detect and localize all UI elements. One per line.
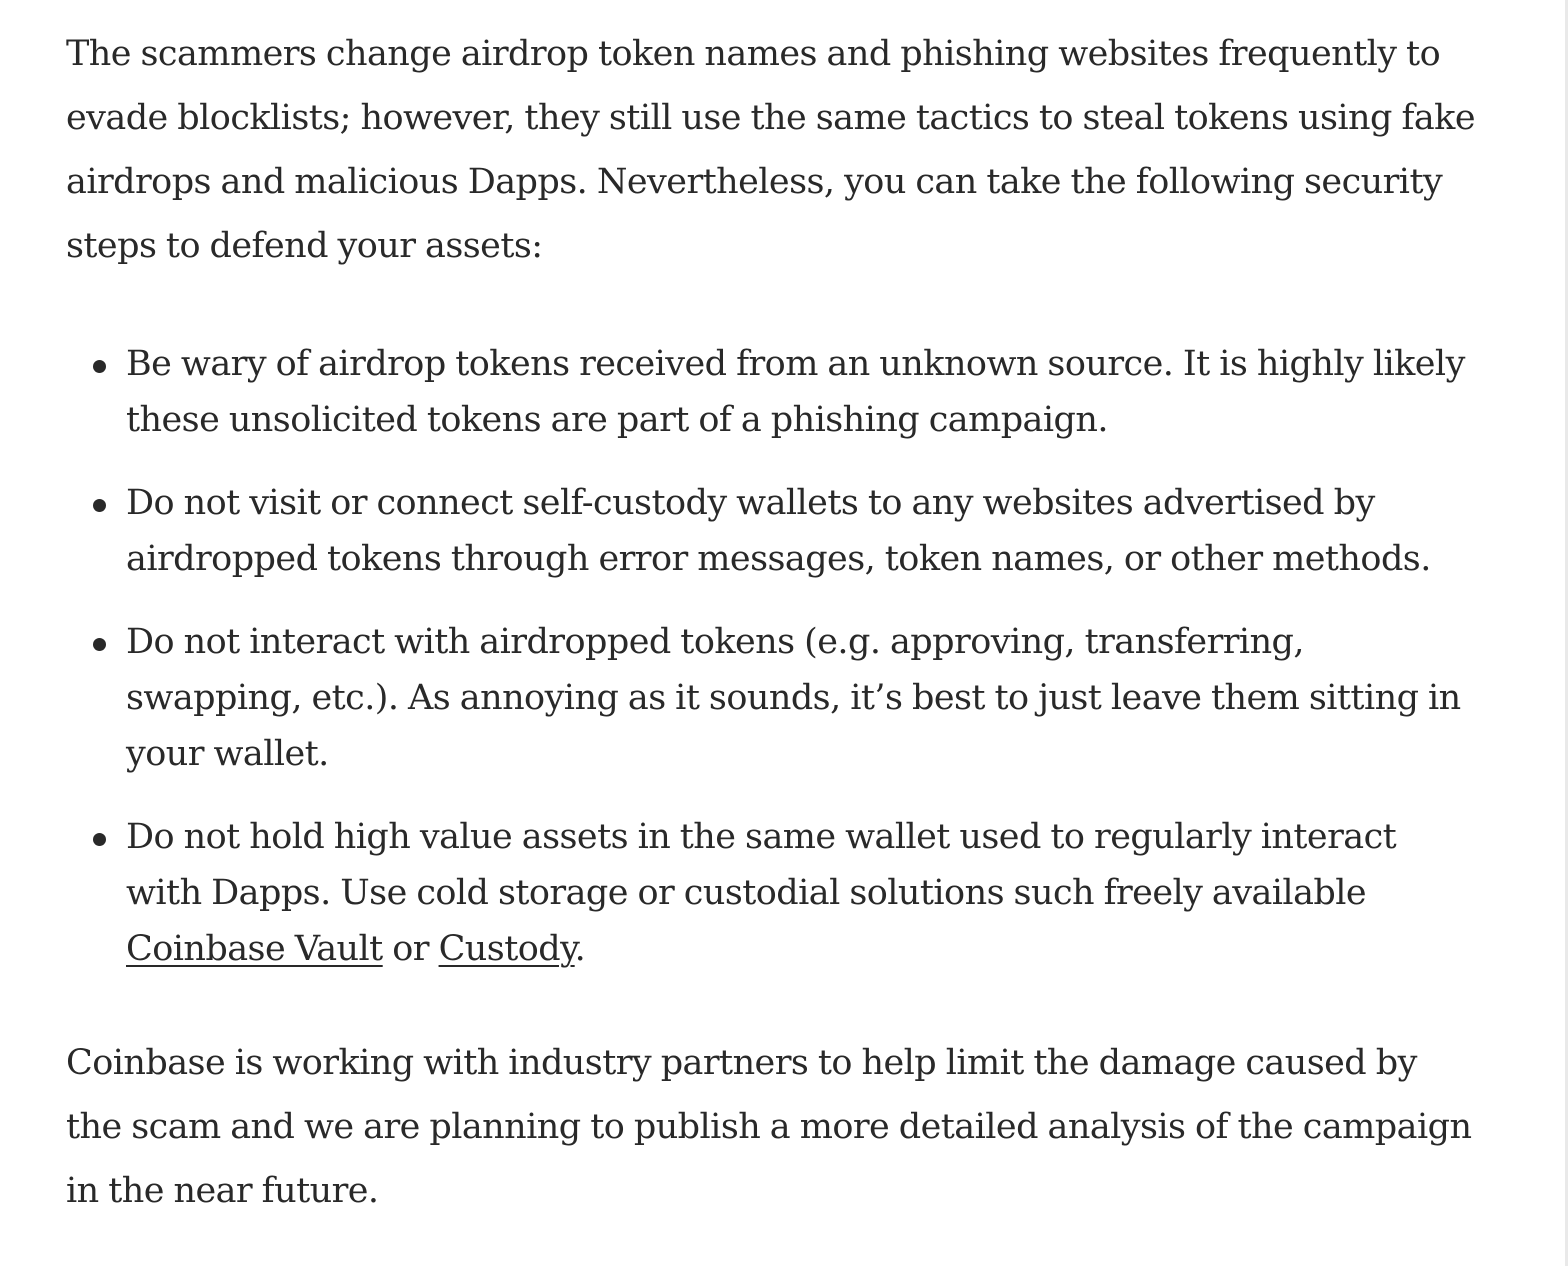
tip-text: Be wary of airdrop tokens received from an unknown source. It is highly likely these unsolicited tokens are part of a phishing campaign. [126,344,1465,440]
security-tips-list [66,336,1476,977]
list-item [66,614,1476,782]
list-item [66,475,1476,587]
list-item [66,809,1476,977]
bullet-icon [93,499,106,512]
article-body [66,22,1476,1223]
custody-link[interactable]: Custody [438,929,575,969]
closing-paragraph: Coinbase is working with industry partners to help limit the damage caused by the scam and we are planning to publish a more detailed analysis of the campaign in the near future. [66,1043,1472,1211]
coinbase-vault-link[interactable]: Coinbase Vault [126,929,383,969]
bullet-icon [93,638,106,651]
tip-text: Do not hold high value assets in the same wallet used to regularly interact with Dapps. Use cold storage or custodial solutions such freely available [126,817,1397,913]
tip-end: . [574,929,586,969]
tip-text: Do not interact with airdropped tokens (e.g. approving, transferring, swapping, etc.). As annoying as it sounds, it’s best to just leave them sitting in your wallet. [126,622,1461,774]
list-item [66,336,1476,448]
tip-connector: or [382,929,439,969]
tip-text: Do not visit or connect self-custody wallets to any websites advertised by airdropped tokens through error messages, token names, or other methods. [126,483,1431,579]
intro-paragraph: The scammers change airdrop token names and phishing websites frequently to evade blocklists; however, they still use the same tactics to steal tokens using fake airdrops and malicious Dapps. Nevertheless, you can take the following security steps to defend your assets: [66,34,1475,266]
bullet-icon [93,833,106,846]
bullet-icon [93,360,106,373]
